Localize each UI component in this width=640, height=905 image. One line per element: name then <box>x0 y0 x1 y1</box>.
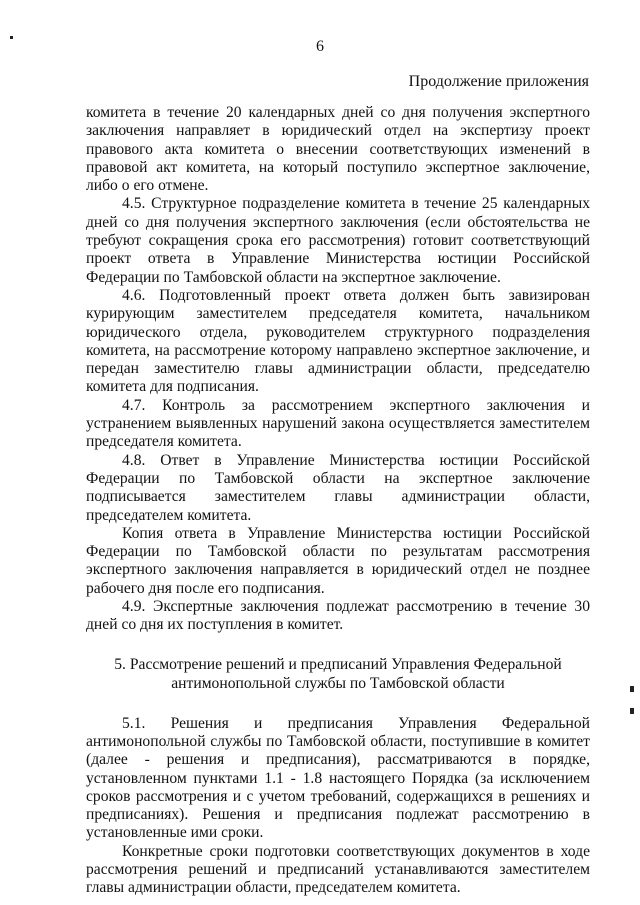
paragraph-5-1-deadlines: Конкретные сроки подготовки соответствующих документов в ходе рассмотрения решений и предписаний устанавливаются заместителем главы администрации области, председателем комитета. <box>86 842 590 897</box>
paragraph-4-5: 4.5. Структурное подразделение комитета в течение 25 календарных дней со дня получения экспертного заключения (если обстоятельства не требуют сокращения срока его рассмотрения) готовит соответствующий проект ответа в Управление Министерства юстиции Российской Федерации по Тамбовской области на экспертное заключение. <box>86 195 590 286</box>
section-5-heading-line-1: 5. Рассмотрение решений и предписаний Управления Федеральной <box>114 655 562 673</box>
paragraph-4-7: 4.7. Контроль за рассмотрением экспертного заключения и устранением выявленных нарушений закона осуществляется заместителем председателя комитета. <box>86 396 590 451</box>
appendix-continuation-note: Продолжение приложения <box>408 73 589 90</box>
paragraph-4-8: 4.8. Ответ в Управление Министерства юстиции Российской Федерации по Тамбовской области на экспертное заключение подписывается заместителем главы администрации области, председателем комитета. <box>86 451 590 524</box>
paragraph-5-1: 5.1. Решения и предписания Управления Федеральной антимонопольной службы по Тамбовской области, поступившие в комитет (далее - решения и предписания), рассматриваются в порядке, установленном пунктами 1.1 - 1.8 настоящего Порядка (за исключением сроков рассмотрения и с учетом требований, содержащихся в решениях и предписаниях). Решения и предписания подлежат рассмотрению в установленные ими сроки. <box>86 714 590 842</box>
section-5-heading <box>86 655 590 693</box>
paragraph-4-6: 4.6. Подготовленный проект ответа должен быть завизирован курирующим заместителем председателя комитета, начальником юридического отдела, руководителем структурного подразделения комитета, на рассмотрение которому направлено экспертное заключение, и передан заместителю главы администрации области, председателю комитета для подписания. <box>86 286 590 396</box>
scan-mark-top-left <box>10 36 13 39</box>
paragraph-4-4-continuation: комитета в течение 20 календарных дней со дня получения экспертного заключения направляет в юридический отдел на экспертизу проект правового акта комитета о внесении соответствующих изменений в правовой акт комитета, на который поступило экспертное заключение, либо о его отмене. <box>86 104 590 195</box>
page-number: 6 <box>316 38 324 55</box>
document-body <box>86 104 590 898</box>
scan-mark-right-2 <box>630 708 634 714</box>
section-5-heading-line-2: антимонопольной службы по Тамбовской области <box>171 674 505 692</box>
paragraph-4-9: 4.9. Экспертные заключения подлежат рассмотрению в течение 30 дней со дня их поступления в комитет. <box>86 598 590 634</box>
paragraph-4-8-copy: Копия ответа в Управление Министерства юстиции Российской Федерации по Тамбовской области по результатам рассмотрения экспертного заключения направляется в юридический отдел не позднее рабочего дня после его подписания. <box>86 524 590 597</box>
scan-mark-right-1 <box>630 686 634 692</box>
